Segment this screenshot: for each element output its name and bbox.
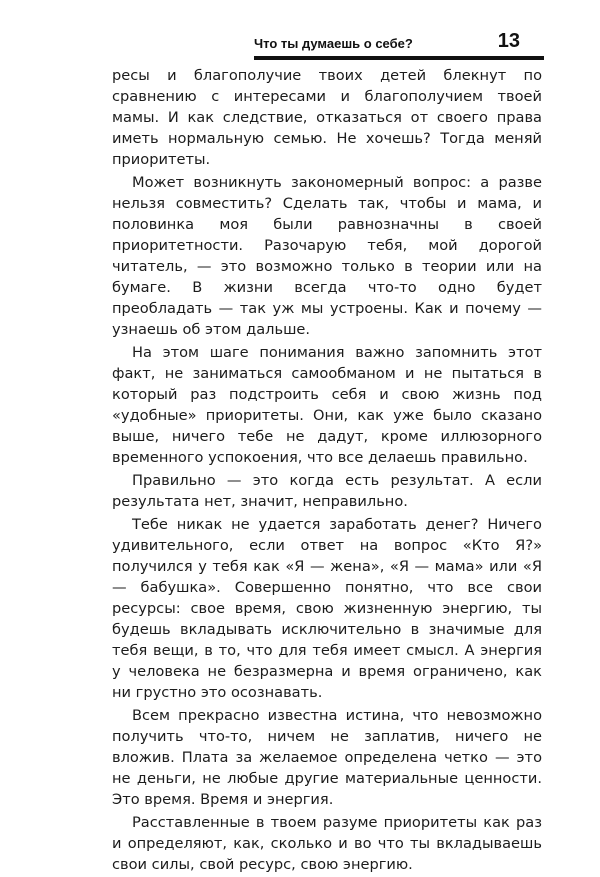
- page-number: 13: [497, 30, 520, 52]
- paragraph: Правильно — это когда есть результат. А если результата нет, значит, неправильно.: [112, 472, 542, 510]
- body-text: [112, 65, 542, 877]
- paragraph: ресы и благополучие твоих детей блекнут по сравнению с интересами и благополучием твоей мамы. И как следствие, отказаться от своего права иметь нормальную семью. Не хочешь? Тогда меняй приоритеты.: [112, 67, 542, 168]
- paragraph: Может возникнуть закономерный вопрос: а разве нельзя совместить? Сделать так, чтобы и мама, и половинка моя были равнозначны в своей приоритетности. Разочарую тебя, мой дорогой читатель, — это возможно только в теории или на бумаге. В жизни всегда что-то одно будет преобладать — так уж мы устроены. Как и почему — узнаешь об этом дальше.: [112, 174, 542, 338]
- paragraph: Всем прекрасно известна истина, что невозможно получить что-то, ничем не заплатив, ничего не вложив. Плата за желаемое определена четко — это не деньги, не любые другие материальные ценности. Это время. Время и энергия.: [112, 707, 542, 808]
- paragraph: Расставленные в твоем разуме приоритеты как раз и определяют, как, сколько и во что ты вкладываешь свои силы, свой ресурс, свою энергию.: [112, 814, 542, 873]
- paragraph: На этом шаге понимания важно запомнить этот факт, не заниматься самообманом и не пытаться в который раз подстроить себя и свою жизнь под «удобные» приоритеты. Они, как уже было сказано выше, ничего тебе не дадут, кроме иллюзорного временного успокоения, что все делаешь правильно.: [112, 344, 542, 466]
- chapter-title: Что ты думаешь о себе?: [254, 36, 413, 51]
- running-header: [254, 28, 544, 58]
- paragraph: Тебе никак не удается заработать денег? Ничего удивительного, если ответ на вопрос «Кто Я?» получился у тебя как «Я — жена», «Я — мама» или «Я — бабушка». Совершенно понятно, что все свои ресурсы: свое время, свою жизненную энергию, ты будешь вкладывать исключительно в значимые для тебя вещи, в то, что для тебя имеет смысл. А энергия у человека не безразмерна и время ограничено, как ни грустно это осознавать.: [112, 516, 542, 701]
- header-rule: [254, 56, 544, 60]
